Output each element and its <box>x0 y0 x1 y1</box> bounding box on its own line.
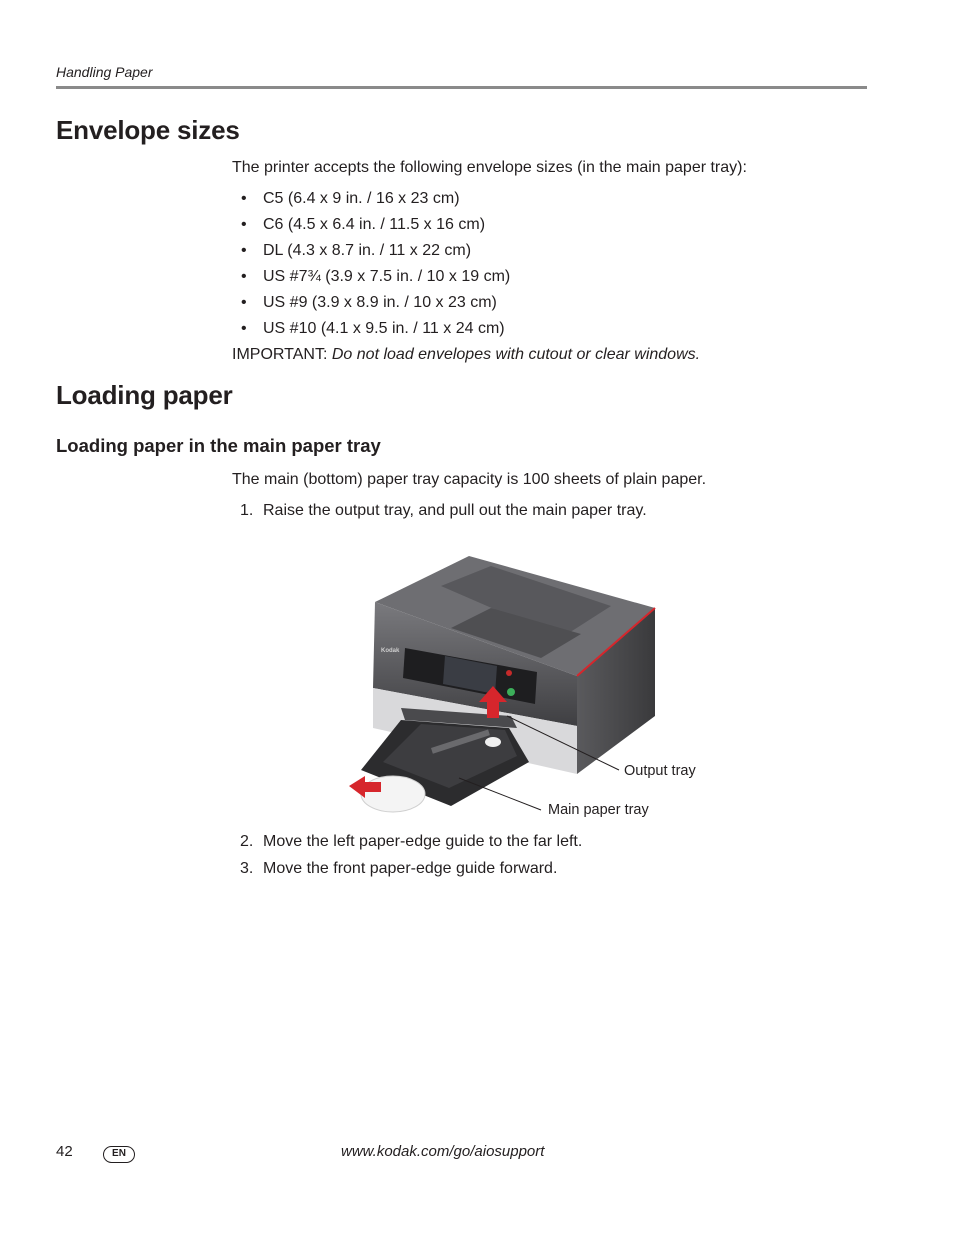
header-divider <box>56 86 867 89</box>
loading-paper-heading: Loading paper <box>56 380 233 410</box>
cancel-button-icon <box>506 670 512 676</box>
bullet-icon: • <box>241 268 247 285</box>
envelope-size: C6 (4.5 x 6.4 in. / 11.5 x 16 cm) <box>263 216 486 233</box>
tray-tab <box>485 737 501 747</box>
envelope-size: C5 (6.4 x 9 in. / 16 x 23 cm) <box>263 190 460 207</box>
step-text: Move the front paper-edge guide forward. <box>263 860 558 877</box>
envelope-size: US #9 (3.9 x 8.9 in. / 10 x 23 cm) <box>263 294 497 311</box>
bullet-icon: • <box>241 320 247 337</box>
list-item <box>232 319 832 345</box>
main-tray-callout: Main paper tray <box>548 802 649 818</box>
tray-capacity-text: The main (bottom) paper tray capacity is 100 sheets of plain paper. <box>232 471 707 488</box>
important-text: Do not load envelopes with cutout or clear windows. <box>331 346 701 363</box>
step-number: 3. <box>240 860 254 877</box>
envelope-intro: The printer accepts the following envelope sizes (in the main paper tray): <box>232 159 747 176</box>
start-button-icon <box>507 688 515 696</box>
language-badge: EN <box>103 1146 135 1163</box>
step-text: Raise the output tray, and pull out the main paper tray. <box>263 502 647 519</box>
steps-list-part1 <box>232 501 832 521</box>
important-label: IMPORTANT: <box>232 346 328 363</box>
envelope-size: DL (4.3 x 8.7 in. / 11 x 22 cm) <box>263 242 472 259</box>
step-item <box>232 501 832 521</box>
printer-illustration <box>341 548 658 828</box>
bullet-icon: • <box>241 294 247 311</box>
step-item <box>232 859 832 879</box>
list-item <box>232 215 832 241</box>
output-tray-callout: Output tray <box>624 763 696 779</box>
step-number: 2. <box>240 833 254 850</box>
list-item <box>232 293 832 319</box>
envelope-sizes-heading: Envelope sizes <box>56 115 240 145</box>
list-item <box>232 267 832 293</box>
bullet-icon: • <box>241 242 247 259</box>
step-number: 1. <box>240 502 254 519</box>
hand-illustration <box>361 776 425 812</box>
page-number: 42 <box>56 1143 73 1160</box>
printer-drawing <box>341 548 658 828</box>
steps-list-part2 <box>232 832 832 879</box>
envelope-size: US #10 (4.1 x 9.5 in. / 11 x 24 cm) <box>263 320 505 337</box>
running-header: Handling Paper <box>56 64 153 80</box>
brand-logo: Kodak <box>381 648 400 654</box>
envelope-size-list <box>232 189 832 345</box>
important-note <box>232 345 700 365</box>
bullet-icon: • <box>241 190 247 207</box>
main-tray-subheading: Loading paper in the main paper tray <box>56 435 381 456</box>
step-text: Move the left paper-edge guide to the far left. <box>263 833 583 850</box>
envelope-size: US #7¾ (3.9 x 7.5 in. / 10 x 19 cm) <box>263 268 511 285</box>
bullet-icon: • <box>241 216 247 233</box>
list-item <box>232 241 832 267</box>
list-item <box>232 189 832 215</box>
support-url[interactable]: www.kodak.com/go/aiosupport <box>341 1143 545 1160</box>
step-item <box>232 832 832 859</box>
